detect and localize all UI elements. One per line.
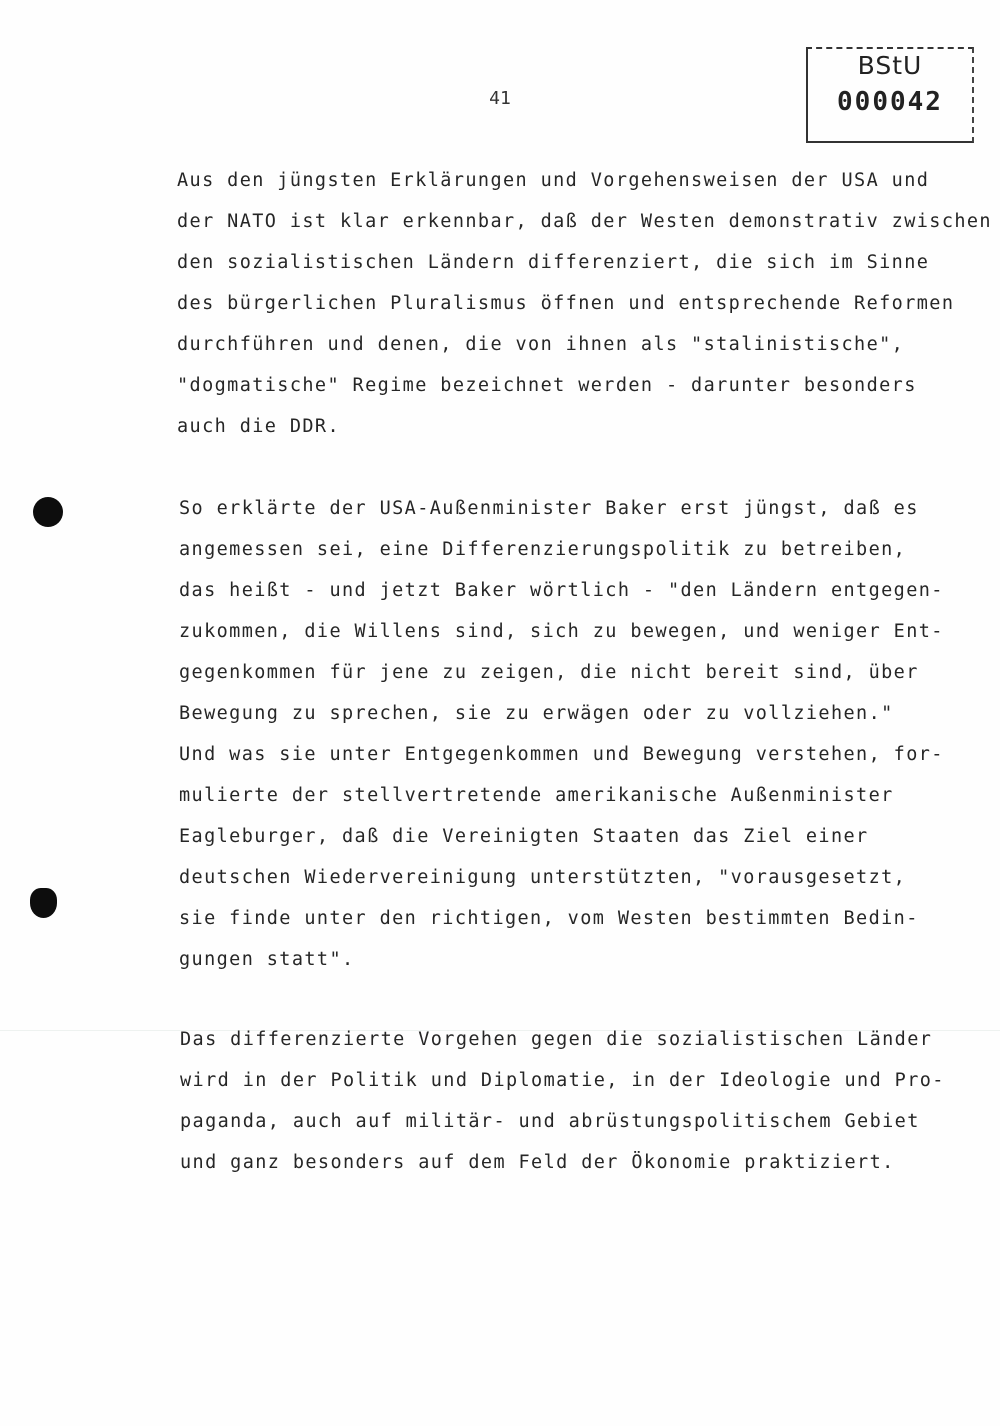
text-line: Und was sie unter Entgegenkommen und Bewegung verstehen, for- — [179, 744, 944, 765]
text-line: Das differenzierte Vorgehen gegen die sozialistischen Länder — [180, 1029, 933, 1050]
text-line: angemessen sei, eine Differenzierungspolitik zu betreiben, — [179, 539, 907, 560]
text-line: zukommen, die Willens sind, sich zu bewegen, und weniger Ent- — [179, 621, 944, 642]
text-line: auch die DDR. — [177, 416, 340, 437]
paragraph — [177, 160, 992, 447]
text-line: der NATO ist klar erkennbar, daß der Westen demonstrativ zwischen — [177, 211, 992, 232]
text-line: deutschen Wiedervereinigung unterstützten, "vorausgesetzt, — [179, 867, 907, 888]
text-line: gegenkommen für jene zu zeigen, die nicht bereit sind, über — [179, 662, 919, 683]
punch-hole-icon — [33, 497, 63, 527]
stamp-number: 000042 — [837, 87, 943, 117]
text-line: durchführen und denen, die von ihnen als "stalinistische", — [177, 334, 905, 355]
paragraph — [180, 1019, 990, 1183]
text-line: des bürgerlichen Pluralismus öffnen und entsprechende Reformen — [177, 293, 955, 314]
archive-stamp — [806, 47, 974, 143]
text-line: das heißt - und jetzt Baker wörtlich - "den Ländern entgegen- — [179, 580, 944, 601]
punch-hole-icon — [30, 888, 57, 918]
text-line: gungen statt". — [179, 949, 355, 970]
paragraph — [179, 488, 989, 980]
text-line: mulierte der stellvertretende amerikanische Außenminister — [179, 785, 894, 806]
text-line: und ganz besonders auf dem Feld der Ökonomie praktiziert. — [180, 1152, 895, 1173]
text-line: So erklärte der USA-Außenminister Baker erst jüngst, daß es — [179, 498, 919, 519]
text-line: Eagleburger, daß die Vereinigten Staaten das Ziel einer — [179, 826, 869, 847]
text-line: Aus den jüngsten Erklärungen und Vorgehensweisen der USA und — [177, 170, 930, 191]
page-number: 41 — [489, 88, 511, 109]
text-line: "dogmatische" Regime bezeichnet werden - darunter besonders — [177, 375, 917, 396]
stamp-title: BStU — [857, 51, 923, 80]
text-line: wird in der Politik und Diplomatie, in der Ideologie und Pro- — [180, 1070, 945, 1091]
text-line: Bewegung zu sprechen, sie zu erwägen oder zu vollziehen." — [179, 703, 894, 724]
text-line: paganda, auch auf militär- und abrüstungspolitischem Gebiet — [180, 1111, 920, 1132]
text-line: sie finde unter den richtigen, vom Westen bestimmten Bedin- — [179, 908, 919, 929]
text-line: den sozialistischen Ländern differenziert, die sich im Sinne — [177, 252, 930, 273]
